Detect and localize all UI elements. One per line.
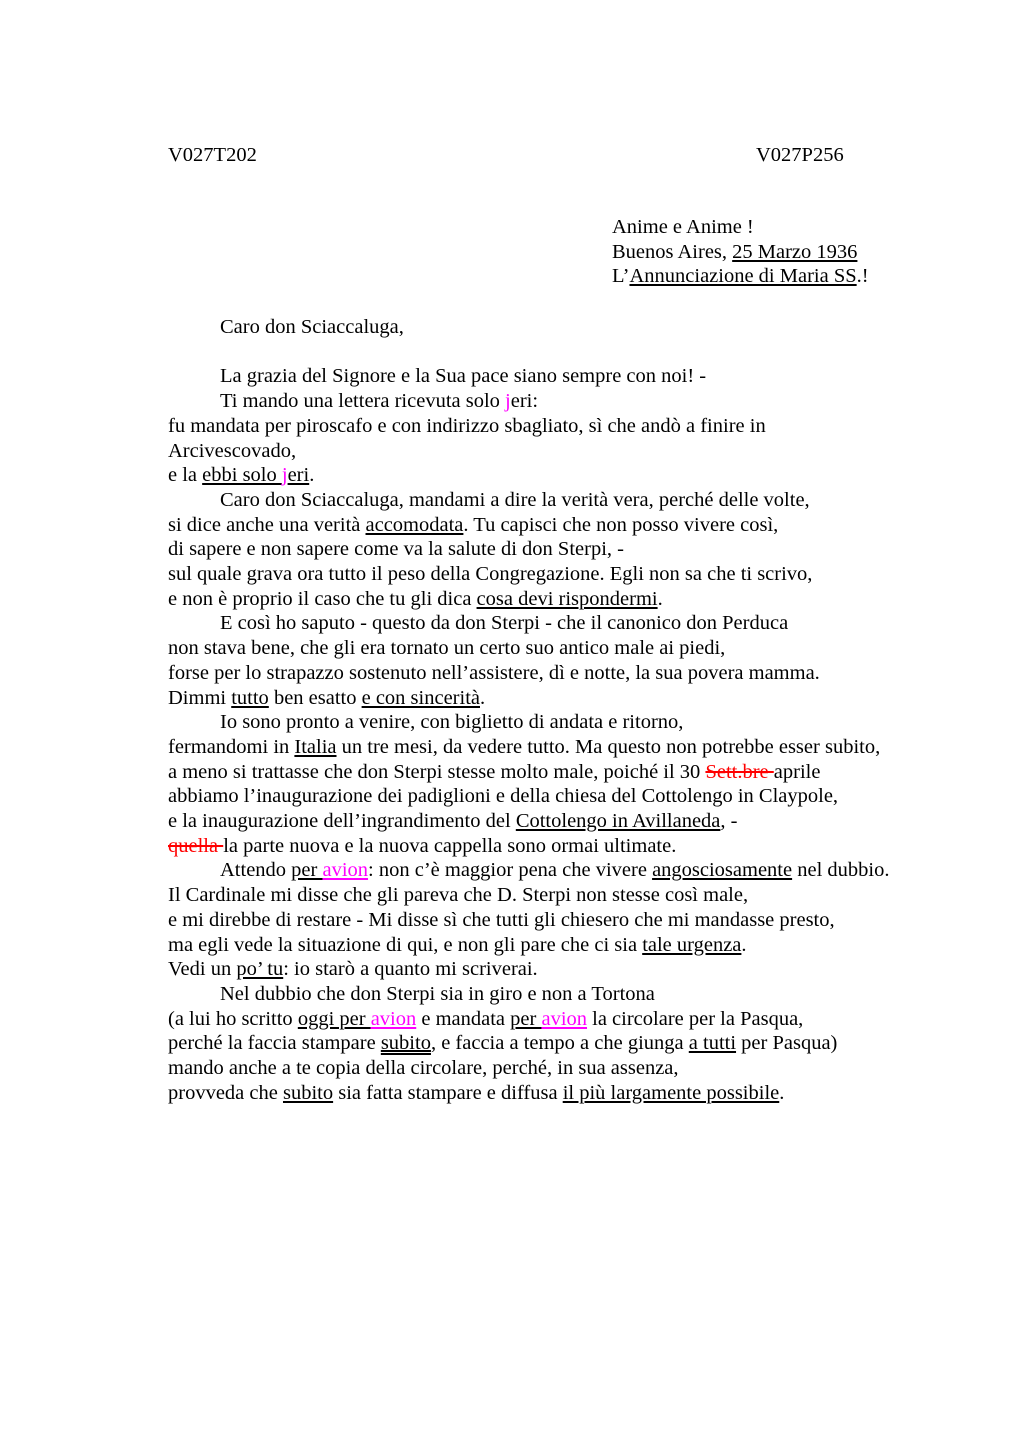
letter-line xyxy=(168,414,998,439)
text-segment: Arcivescovado, xyxy=(168,439,297,462)
letter-line xyxy=(168,760,998,785)
text-segment: abbiamo l’inaugurazione dei padiglioni e della chiesa del Cottolengo in Claypole, xyxy=(168,785,839,808)
text-segment: . xyxy=(657,587,663,610)
doc-code-left: V027T202 xyxy=(168,144,257,166)
text-segment: . Tu capisci che non posso vivere così, xyxy=(463,513,779,536)
underlined-text: tale urgenza xyxy=(642,933,742,956)
magenta-underlined-text: avion xyxy=(322,859,369,882)
text-segment: e mandata xyxy=(416,1007,511,1030)
letter-line xyxy=(168,537,998,562)
letter-line xyxy=(168,933,998,958)
text-segment: . xyxy=(309,464,315,487)
underlined-text: po’ tu xyxy=(236,958,284,981)
text-segment: si dice anche una verità xyxy=(168,513,366,536)
underlined-text: cosa devi rispondermi xyxy=(476,587,658,610)
letter-line xyxy=(168,562,998,587)
underlined-text: 25 Marzo 1936 xyxy=(732,240,858,263)
letter-line xyxy=(168,587,998,612)
underlined-text: Annunciazione di Maria SS xyxy=(629,265,857,288)
letter-line xyxy=(168,834,998,859)
text-segment: Vedi un xyxy=(168,958,237,981)
text-segment: Attendo xyxy=(220,859,292,882)
text-segment: : non c’è maggior pena che vivere xyxy=(368,859,653,882)
letter-line xyxy=(168,1031,998,1056)
underlined-text: per xyxy=(291,859,323,882)
text-segment: , - xyxy=(720,810,738,833)
underlined-text: ebbi solo xyxy=(202,464,282,487)
magenta-underlined-text: avion xyxy=(370,1007,417,1030)
underlined-text: accomodata xyxy=(365,513,464,536)
text-segment: di sapere e non sapere come va la salute di don Sterpi, - xyxy=(168,538,624,561)
letterhead-block xyxy=(612,215,869,289)
underlined-text: tutto xyxy=(231,686,269,709)
text-segment: (a lui ho scritto xyxy=(168,1007,298,1030)
magenta-underlined-text: j xyxy=(281,464,288,487)
text-segment: e la inaugurazione dell’ingrandimento del xyxy=(168,810,516,833)
letter-line xyxy=(168,439,998,464)
magenta-text: j xyxy=(505,390,511,413)
underlined-text: Cottolengo in Avillaneda xyxy=(515,810,721,833)
letterhead-line xyxy=(612,264,869,289)
letter-line xyxy=(168,908,998,933)
text-segment: mando anche a te copia della circolare, perché, in sua assenza, xyxy=(168,1057,679,1080)
text-segment: . xyxy=(480,686,486,709)
text-segment: provveda che xyxy=(168,1081,283,1104)
text-segment: ma egli vede la situazione di qui, e non gli pare che ci sia xyxy=(168,933,643,956)
blank-line xyxy=(168,340,998,365)
letter-line xyxy=(168,636,998,661)
text-segment: e non è proprio il caso che tu gli dica xyxy=(168,587,477,610)
text-segment: , e faccia a tempo a che giunga xyxy=(430,1032,689,1055)
text-segment: sia fatta stampare e diffusa xyxy=(333,1081,563,1104)
text-segment: Ti mando una lettera ricevuta solo xyxy=(220,390,506,413)
letter-line xyxy=(168,858,998,883)
letter-line xyxy=(168,661,998,686)
letter-line xyxy=(168,710,998,735)
underlined-text: e con sincerità xyxy=(361,686,480,709)
text-segment: . xyxy=(741,933,747,956)
text-segment: ben esatto xyxy=(268,686,362,709)
letter-line xyxy=(168,1007,998,1032)
text-segment: nel dubbio. xyxy=(792,859,890,882)
letter-line xyxy=(168,883,998,908)
letter-line xyxy=(168,735,998,760)
magenta-underlined-text: avion xyxy=(541,1007,588,1030)
text-segment: per Pasqua) xyxy=(736,1032,838,1055)
letter-line xyxy=(168,686,998,711)
underlined-text: oggi per xyxy=(297,1007,371,1030)
text-segment: Nel dubbio che don Sterpi sia in giro e non a Tortona xyxy=(220,982,655,1005)
text-segment: e la xyxy=(168,464,203,487)
underlined-text: a tutti xyxy=(688,1032,737,1055)
underlined-text: subito xyxy=(282,1081,334,1104)
text-segment: e mi direbbe di restare - Mi disse sì che tutti gli chiesero che mi mandasse presto, xyxy=(168,908,835,931)
letter-line xyxy=(168,364,998,389)
letter-line xyxy=(168,809,998,834)
letter-line xyxy=(168,611,998,636)
text-segment: Io sono pronto a venire, con biglietto di andata e ritorno, xyxy=(220,711,684,734)
text-segment: non stava bene, che gli era tornato un certo suo antico male ai piedi, xyxy=(168,637,726,660)
letter-line xyxy=(168,488,998,513)
text-segment: la parte nuova e la nuova cappella sono ormai ultimate. xyxy=(223,834,677,857)
letter-body xyxy=(168,315,998,1106)
text-segment: Caro don Sciaccaluga, mandami a dire la verità vera, perché delle volte, xyxy=(220,488,810,511)
text-segment: .! xyxy=(856,265,869,288)
letter-line xyxy=(168,1081,998,1106)
text-segment: Dimmi xyxy=(168,686,232,709)
text-segment: la circolare per la Pasqua, xyxy=(587,1007,804,1030)
text-segment: perché la faccia stampare xyxy=(168,1032,381,1055)
text-segment: Caro don Sciaccaluga, xyxy=(220,316,404,338)
letter-line xyxy=(168,463,998,488)
underlined-text: Italia xyxy=(294,735,337,758)
text-segment: fermandomi in xyxy=(168,735,295,758)
text-segment: La grazia del Signore e la Sua pace siano sempre con noi! - xyxy=(220,365,707,388)
text-segment: a meno si trattasse che don Sterpi stesse molto male, poiché il 30 xyxy=(168,760,706,783)
underlined-text: angosciosamente xyxy=(652,859,793,882)
text-segment: aprile xyxy=(773,760,821,783)
text-segment: eri: xyxy=(510,390,539,413)
letter-line xyxy=(168,957,998,982)
text-segment: . xyxy=(779,1081,785,1104)
red-struck-text: Sett.bre xyxy=(705,760,774,783)
red-struck-text: quella xyxy=(168,834,224,857)
letterhead-line xyxy=(612,215,869,240)
text-segment: L’ xyxy=(612,265,630,288)
letter-line xyxy=(168,389,998,414)
letter-line xyxy=(168,513,998,538)
underlined-text: per xyxy=(510,1007,542,1030)
text-segment: sul quale grava ora tutto il peso della Congregazione. Egli non sa che ti scrivo, xyxy=(168,563,813,586)
letter-line xyxy=(168,315,998,340)
text-segment: E così ho saputo - questo da don Sterpi - che il canonico don Perduca xyxy=(220,612,789,635)
text-segment: Il Cardinale mi disse che gli pareva che D. Sterpi non stesse così male, xyxy=(168,884,749,907)
text-segment: : io starò a quanto mi scriverai. xyxy=(283,958,538,981)
doc-code-right: V027P256 xyxy=(756,144,844,166)
underlined-text: eri xyxy=(287,464,310,487)
text-segment: fu mandata per piroscafo e con indirizzo sbagliato, sì che andò a finire in xyxy=(168,414,766,437)
double-underlined-text: subito xyxy=(380,1032,431,1055)
letterhead-line xyxy=(612,240,869,265)
text-segment: forse per lo strapazzo sostenuto nell’assistere, dì e notte, la sua povera mamma. xyxy=(168,661,820,684)
text-segment: Buenos Aires, xyxy=(612,240,733,263)
letter-line xyxy=(168,784,998,809)
text-segment: Anime e Anime ! xyxy=(612,216,754,238)
letter-line xyxy=(168,982,998,1007)
underlined-text: il più largamente possibile xyxy=(562,1081,780,1104)
letter-line xyxy=(168,1056,998,1081)
text-segment: un tre mesi, da vedere tutto. Ma questo non potrebbe esser subito, xyxy=(336,735,881,758)
